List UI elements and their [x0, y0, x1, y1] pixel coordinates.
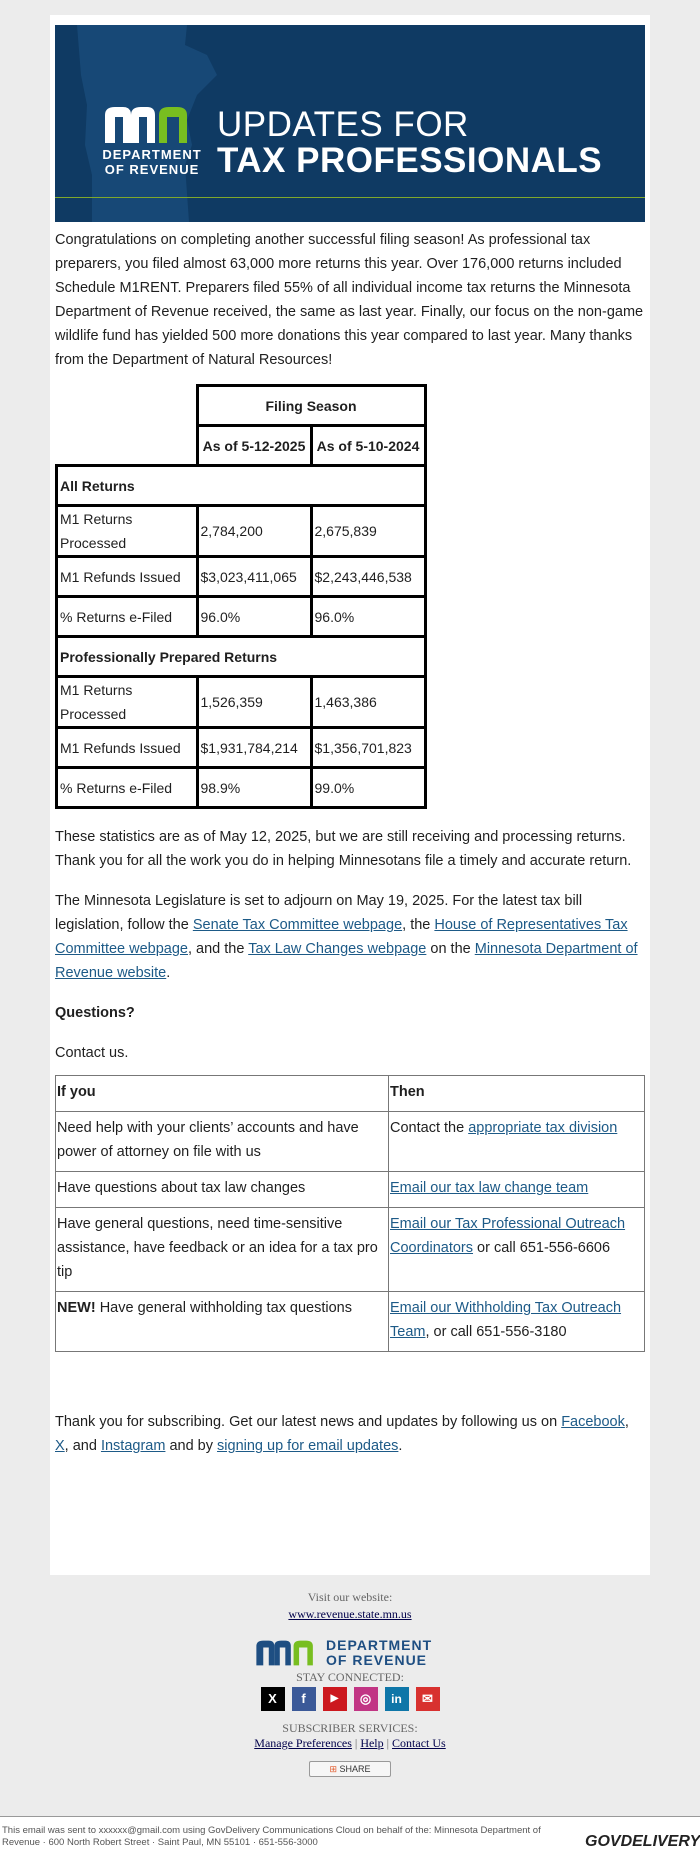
intro-paragraph: Congratulations on completing another successful filing season! As professional tax preparers, you filed almost 63,000 more returns this year. Over 176,000 returns included Schedule M1RENT. Preparers filed 55% of all individual income tax returns the Minnesota Department of Revenue received, the same as last year. Finally, our focus on the non-game wildlife fund has yielded 500 more donations this year compared to last year. Many thanks from the Department of Natural Resources!	[55, 232, 644, 368]
banner-title-line1: UPDATES FOR	[217, 105, 469, 144]
x-link[interactable]: X	[55, 1438, 65, 1454]
col-2025-header: As of 5-12-2025	[197, 426, 311, 466]
table-row: Need help with your clients’ accounts and have power of attorney on file with us Contact the appropriate tax division	[56, 1112, 645, 1172]
senate-tax-committee-link[interactable]: Senate Tax Committee webpage	[192, 917, 403, 933]
table-row: M1 Refunds Issued $3,023,411,065 $2,243,446,538	[57, 557, 426, 597]
govdelivery-bar	[0, 1816, 700, 1861]
table-row: NEW! Have general withholding tax questions Email our Withholding Tax Outreach Team, or call 651-556-3180	[56, 1292, 645, 1352]
manage-preferences-link[interactable]: Manage Preferences	[254, 1736, 352, 1750]
table-row: Have general questions, need time-sensitive assistance, have feedback or an idea for a tax pro tip Email our Tax Professional Outreach Coordinators or call 651-556-6606	[56, 1208, 645, 1292]
tax-law-changes-link[interactable]: Tax Law Changes webpage	[248, 941, 427, 957]
social-icons	[0, 1687, 700, 1711]
mn-logo-icon	[103, 105, 193, 145]
stay-connected-label: STAY CONNECTED:	[296, 1670, 404, 1684]
table-row: % Returns e-Filed 98.9% 99.0%	[57, 768, 426, 808]
filing-season-table	[55, 384, 427, 809]
table-row: M1 Refunds Issued $1,931,784,214 $1,356,701,823	[57, 728, 426, 768]
email-content	[55, 228, 645, 1458]
header-banner	[55, 25, 645, 222]
x-icon[interactable]: X	[261, 1687, 285, 1711]
contact-table	[55, 1075, 645, 1352]
share-button[interactable]: ⊞ SHARE	[309, 1761, 391, 1777]
house-tax-committee-link[interactable]: House of Representatives Tax Committee webpage	[55, 917, 628, 957]
facebook-icon[interactable]: f	[292, 1687, 316, 1711]
website-link[interactable]: www.revenue.state.mn.us	[288, 1607, 412, 1621]
col-2024-header: As of 5-10-2024	[311, 426, 425, 466]
closing-paragraph: Thank you for subscribing. Get our latest news and updates by following us on Facebook, X, and Instagram and by signing up for email updates.	[55, 1414, 629, 1454]
email-signup-link[interactable]: signing up for email updates	[217, 1438, 399, 1454]
table-row: % Returns e-Filed 96.0% 96.0%	[57, 597, 426, 637]
contact-us-text: Contact us.	[55, 1045, 129, 1061]
youtube-icon[interactable]: ▶	[323, 1687, 347, 1711]
email-icon[interactable]: ✉	[416, 1687, 440, 1711]
facebook-link[interactable]: Facebook	[561, 1414, 625, 1430]
subscriber-services-label: SUBSCRIBER SERVICES:	[282, 1721, 418, 1735]
mn-logo-icon	[255, 1638, 317, 1668]
outreach-coordinators-link[interactable]: Email our Tax Professional Outreach Coordinators	[390, 1216, 626, 1256]
contact-col-then: Then	[389, 1076, 645, 1112]
table-row: M1 Returns Processed 1,526,359 1,463,386	[57, 677, 426, 728]
contact-col-if: If you	[56, 1076, 389, 1112]
govdelivery-logo: GOVDELIVERY	[585, 1833, 700, 1850]
legislature-paragraph: The Minnesota Legislature is set to adjourn on May 19, 2025. For the latest tax bill legislation, follow the Senate Tax Committee webpage, the House of Representatives Tax Committee webpage, and the Tax Law Changes webpage on the Minnesota Department of Revenue website.	[55, 893, 638, 981]
banner-title-line2: TAX PROFESSIONALS	[217, 141, 603, 180]
share-icon: ⊞	[329, 1764, 337, 1774]
sent-to-notice: This email was sent to xxxxxx@gmail.com using GovDelivery Communications Cloud on behalf of the: Minnesota Department of Revenue · 600 North Robert Street · Saint Paul, MN 55101 · 651-556-3000	[2, 1825, 541, 1848]
withholding-team-link[interactable]: Email our Withholding Tax Outreach Team	[390, 1300, 622, 1340]
department-logo-text: DEPARTMENT OF REVENUE	[102, 147, 202, 177]
subscriber-links: Manage Preferences | Help | Contact Us	[254, 1736, 446, 1750]
visit-website-label: Visit our website:	[307, 1590, 393, 1604]
section-professionally-prepared: Professionally Prepared Returns	[57, 637, 426, 677]
stats-note-paragraph: These statistics are as of May 12, 2025, but we are still receiving and processing returns. Thank you for all the work you do in helping Minnesotans file a timely and accurate return.	[55, 829, 632, 869]
help-link[interactable]: Help	[360, 1736, 384, 1750]
revenue-website-link[interactable]: Minnesota Department of Revenue website	[55, 941, 638, 981]
section-all-returns: All Returns	[57, 466, 426, 506]
table-row: Have questions about tax law changes Email our tax law change team	[56, 1172, 645, 1208]
table-row: M1 Returns Processed 2,784,200 2,675,839	[57, 506, 426, 557]
footer-logo: DEPARTMENT OF REVENUE	[0, 1636, 700, 1670]
instagram-link[interactable]: Instagram	[100, 1438, 166, 1454]
instagram-icon[interactable]: ◎	[354, 1687, 378, 1711]
filing-season-header: Filing Season	[197, 386, 425, 426]
contact-us-link[interactable]: Contact Us	[392, 1736, 446, 1750]
linkedin-icon[interactable]: in	[385, 1687, 409, 1711]
questions-heading: Questions?	[55, 1005, 135, 1021]
tax-division-link[interactable]: appropriate tax division	[468, 1120, 618, 1136]
banner-divider	[55, 197, 645, 198]
tax-law-change-team-link[interactable]: Email our tax law change team	[390, 1180, 589, 1196]
footer	[0, 1590, 700, 1777]
